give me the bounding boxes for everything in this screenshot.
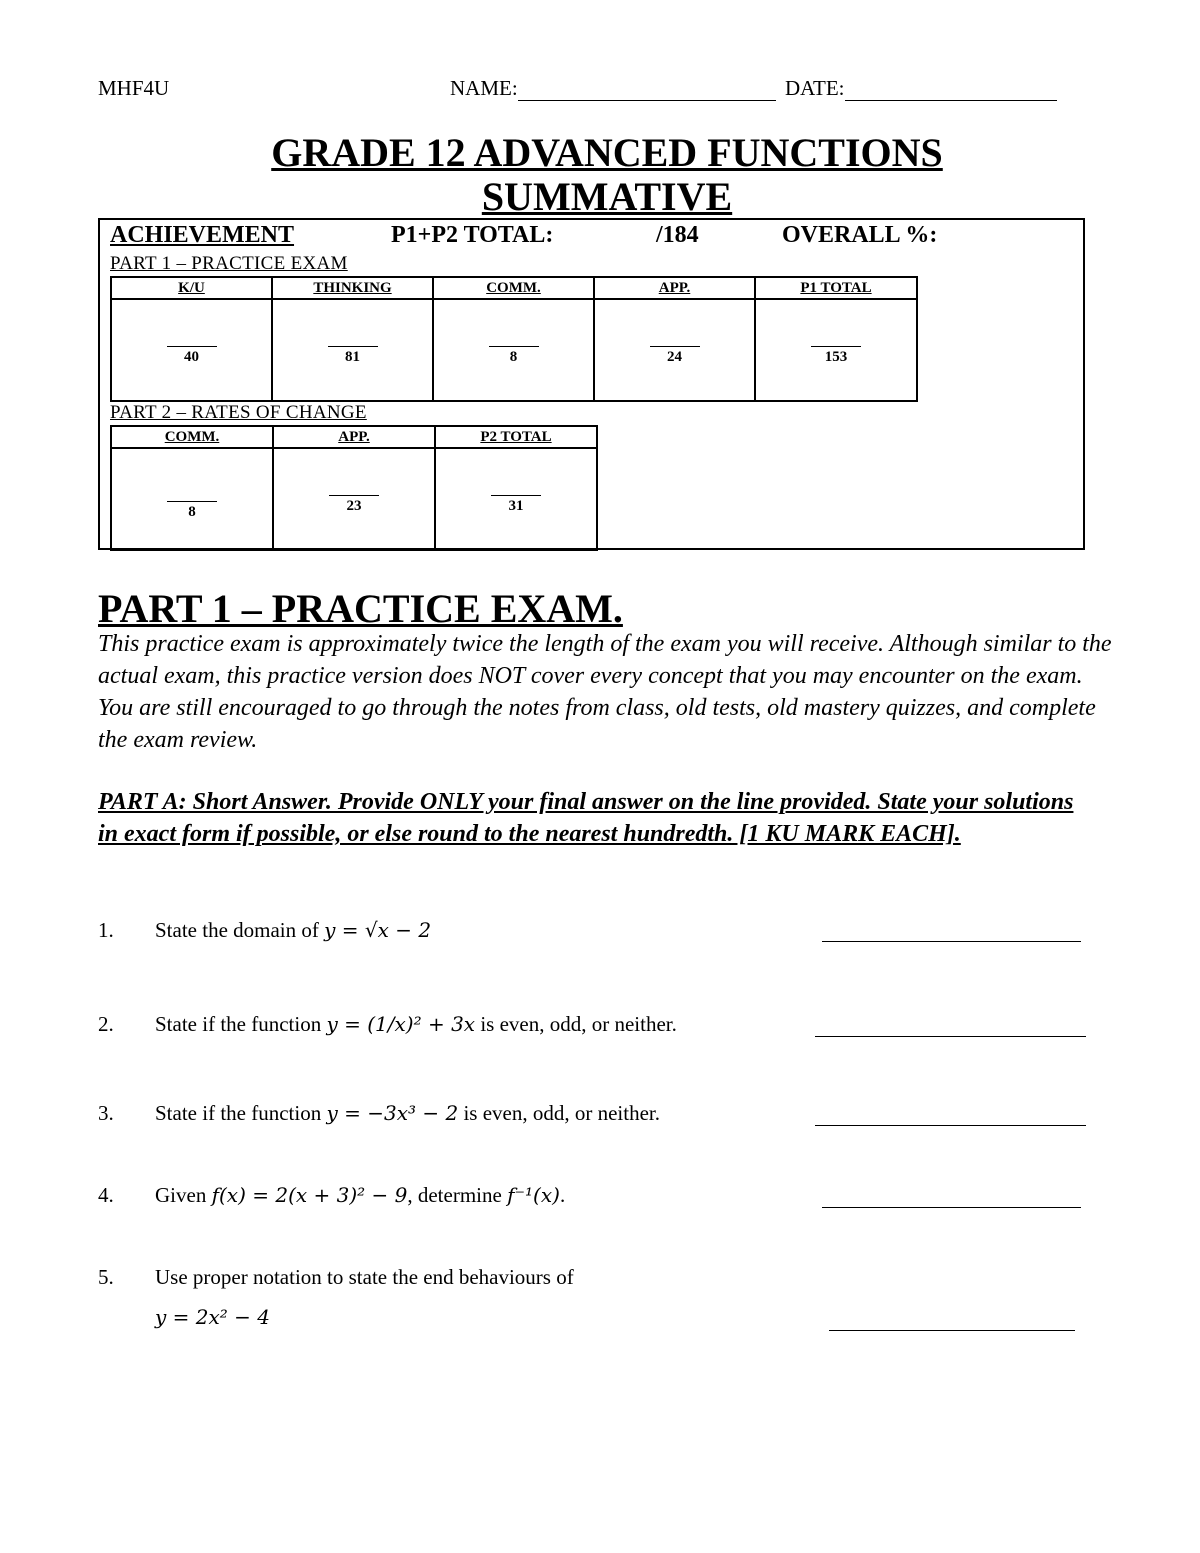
question-text-end: .: [559, 1183, 566, 1207]
p1-total-out-of: 153: [811, 346, 861, 366]
question-text-mid: , determine: [407, 1183, 508, 1207]
overall-label: OVERALL %:: [782, 222, 938, 248]
p2-app-out-of: 23: [329, 495, 379, 515]
app-score-cell[interactable]: [594, 299, 755, 401]
comm-score-cell[interactable]: [433, 299, 594, 401]
name-field[interactable]: [450, 76, 776, 101]
comm-out-of: 8: [489, 346, 539, 366]
p2-total-header: P2 TOTAL: [435, 426, 597, 448]
question-4: [98, 1183, 565, 1208]
question-text: State if the function: [155, 1012, 327, 1036]
app-header: APP.: [594, 277, 755, 299]
total-label: P1+P2 TOTAL:: [391, 222, 554, 248]
p2-comm-header: COMM.: [111, 426, 273, 448]
question-1: [98, 918, 431, 943]
part-a-instructions: PART A: Short Answer. Provide ONLY your final answer on the line provided. State your solutions in exact form if possible, or else round to the nearest hundredth. [1 KU MARK EACH].: [98, 789, 1074, 847]
question-text: Use proper notation to state the end behaviours of: [155, 1265, 574, 1289]
achievement-label: ACHIEVEMENT: [110, 222, 295, 248]
question-math-2: f⁻¹(x): [507, 1183, 560, 1207]
question-math: f(x) = 2(x + 3)² − 9: [211, 1183, 408, 1207]
date-label: DATE:: [785, 76, 845, 100]
answer-line-5[interactable]: [829, 1330, 1075, 1331]
name-line[interactable]: [518, 80, 776, 101]
question-math: y = (1/x)² + 3x: [326, 1012, 476, 1036]
page-title: GRADE 12 ADVANCED FUNCTIONS: [271, 130, 943, 175]
section-heading: PART 1 – PRACTICE EXAM.: [98, 586, 623, 631]
question-number: 3.: [98, 1101, 114, 1125]
question-3: [98, 1101, 660, 1126]
question-math: y = −3x³ − 2: [326, 1101, 459, 1125]
date-field[interactable]: [785, 76, 1057, 101]
question-text-end: is even, odd, or neither.: [475, 1012, 677, 1036]
question-text: State if the function: [155, 1101, 327, 1125]
question-math: y = 2x² − 4: [155, 1305, 270, 1329]
question-text: State the domain of: [155, 918, 325, 942]
p1-total-score-cell[interactable]: [755, 299, 917, 401]
part1-score-table: [110, 276, 918, 402]
part1-score-label: PART 1 – PRACTICE EXAM: [110, 253, 348, 274]
p2-total-out-of: 31: [491, 495, 541, 515]
question-2: [98, 1012, 677, 1037]
section-intro: This practice exam is approximately twice the length of the exam you will receive. Although similar to the actual exam, this practice version does NOT cover every concept that you may encounter on the exam. You are still encouraged to go through the notes from class, old tests, old mastery quizzes, and complete the exam review.: [98, 631, 1112, 753]
answer-line-4[interactable]: [822, 1207, 1081, 1208]
question-number: 1.: [98, 918, 114, 942]
question-math: y = √x − 2: [324, 918, 432, 942]
name-label: NAME:: [450, 76, 518, 100]
thinking-header: THINKING: [272, 277, 433, 299]
course-code: MHF4U: [98, 76, 170, 100]
answer-line-1[interactable]: [822, 941, 1081, 942]
thinking-out-of: 81: [328, 346, 378, 366]
question-text: Given: [155, 1183, 212, 1207]
comm-header: COMM.: [433, 277, 594, 299]
p2-comm-score-cell[interactable]: [111, 448, 273, 550]
ku-score-cell[interactable]: [111, 299, 272, 401]
answer-line-3[interactable]: [815, 1125, 1086, 1126]
p1-total-header: P1 TOTAL: [755, 277, 917, 299]
part2-score-table: [110, 425, 598, 551]
question-number: 5.: [98, 1265, 114, 1289]
question-5-math-line: [155, 1305, 270, 1330]
total-out-of: /184: [656, 222, 699, 248]
ku-header: K/U: [111, 277, 272, 299]
app-out-of: 24: [650, 346, 700, 366]
page-subtitle: SUMMATIVE: [481, 174, 733, 219]
question-5: [98, 1265, 574, 1290]
part2-score-label: PART 2 – RATES OF CHANGE: [110, 402, 367, 423]
p2-app-header: APP.: [273, 426, 435, 448]
answer-line-2[interactable]: [815, 1036, 1086, 1037]
p2-total-score-cell[interactable]: [435, 448, 597, 550]
question-text-end: is even, odd, or neither.: [458, 1101, 661, 1125]
date-line[interactable]: [845, 80, 1057, 101]
ku-out-of: 40: [167, 346, 217, 366]
thinking-score-cell[interactable]: [272, 299, 433, 401]
question-number: 2.: [98, 1012, 114, 1036]
p2-comm-out-of: 8: [167, 501, 217, 521]
question-number: 4.: [98, 1183, 114, 1207]
p2-app-score-cell[interactable]: [273, 448, 435, 550]
